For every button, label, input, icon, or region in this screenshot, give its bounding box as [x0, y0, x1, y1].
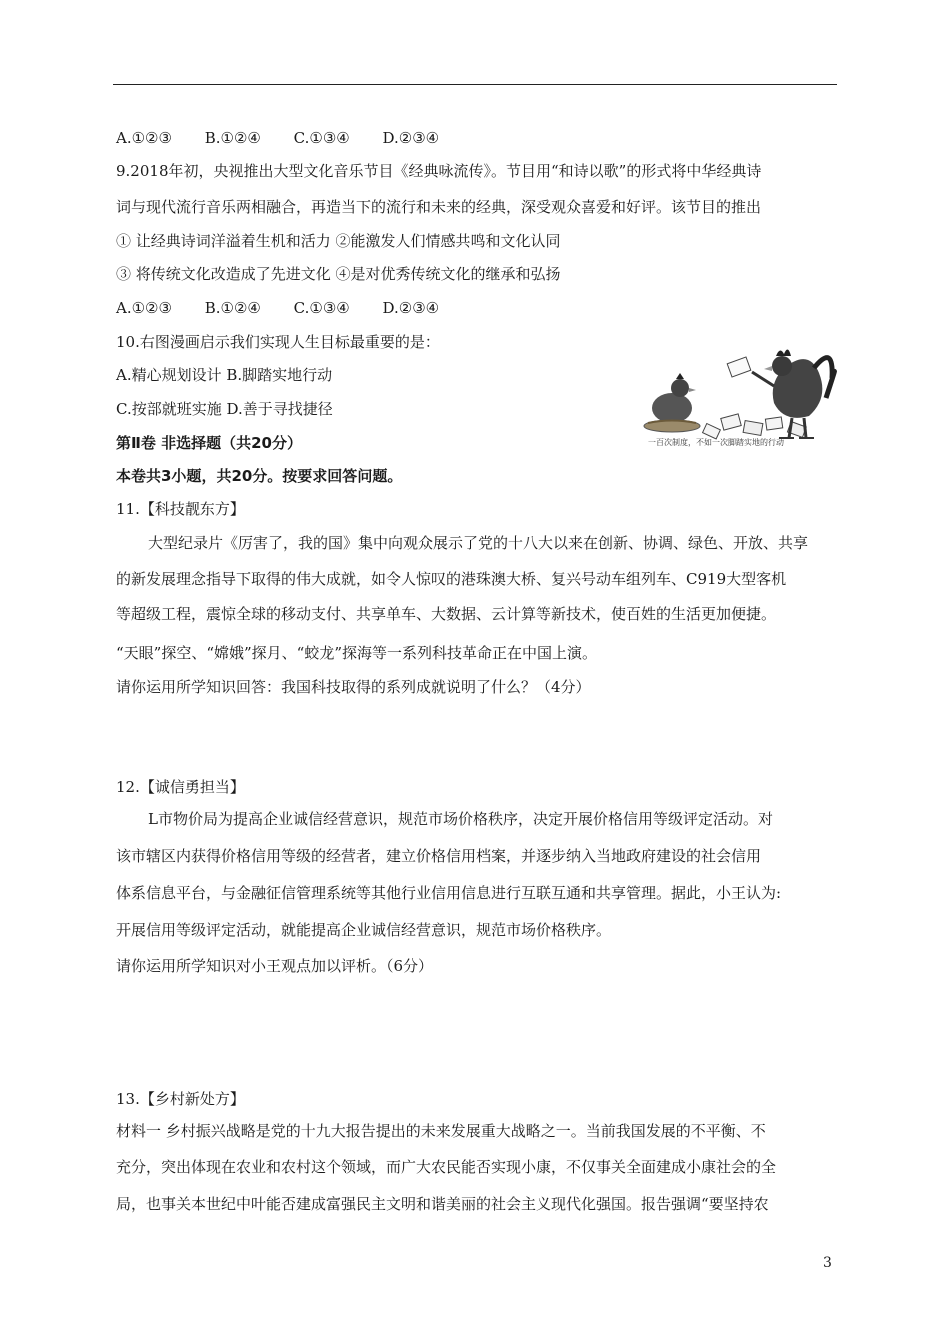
- cartoon-caption: 一百次制度，不如一次脚踏实地的行动: [648, 438, 784, 447]
- q11-paragraph-line3: 等超级工程，震惊全球的移动支付、共享单车、大数据、云计算等新技术，使百姓的生活更加便捷。: [116, 605, 777, 623]
- q8-option-a: A.①②③: [116, 129, 172, 147]
- section-instruction: 本卷共3小题，共20分。按要求回答问题。: [116, 467, 403, 485]
- q12-paragraph-line3: 体系信息平台，与金融征信管理系统等其他行业信用信息进行互联互通和共享管理。据此，小王认为:: [116, 884, 782, 902]
- q10-stem: 10.右图漫画启示我们实现人生目标最重要的是：: [116, 333, 440, 351]
- q11-title: 11.【科技靓东方】: [116, 500, 245, 518]
- q12-question: 请你运用所学知识对小王观点加以评析。（6分）: [116, 957, 434, 975]
- q9-stem-line1: 9.2018年初，央视推出大型文化音乐节目《经典咏流传》。节目用“和诗以歌”的形式将中华经典诗: [116, 162, 762, 180]
- q8-options: [116, 127, 467, 149]
- q8-option-c: C.①③④: [293, 129, 350, 147]
- q8-option-d: D.②③④: [382, 129, 440, 147]
- q9-stem-line2: 词与现代流行音乐两相融合，再造当下的流行和未来的经典，深受观众喜爱和好评。该节目的推出: [116, 198, 762, 216]
- q9-statement-3-4: ③ 将传统文化改造成了先进文化 ④是对优秀传统文化的继承和弘扬: [116, 265, 561, 283]
- q11-paragraph-line4: “天眼”探空、“嫦娥”探月、“蛟龙”探海等一系列科技革命正在中国上演。: [116, 644, 598, 662]
- q11-paragraph-line1: 大型纪录片《厉害了，我的国》集中向观众展示了党的十八大以来在创新、协调、绿色、开放、共享: [148, 534, 809, 552]
- q9-option-b: B.①②④: [204, 299, 261, 317]
- header-rule: [113, 84, 837, 85]
- q10-options-cd: C.按部就班实施 D.善于寻找捷径: [116, 400, 333, 418]
- q12-paragraph-line4: 开展信用等级评定活动，就能提高企业诚信经营意识，规范市场价格秩序。: [116, 921, 612, 939]
- q10-options-ab: A.精心规划设计 B.脚踏实地行动: [116, 366, 333, 384]
- q9-statement-1-2: ① 让经典诗词洋溢着生机和活力 ②能激发人们情感共鸣和文化认同: [116, 232, 561, 250]
- q9-option-d: D.②③④: [382, 299, 440, 317]
- q11-question: 请你运用所学知识回答：我国科技取得的系列成就说明了什么？（4分）: [116, 678, 591, 696]
- page-number: 3: [823, 1255, 832, 1271]
- q9-options: [116, 297, 467, 319]
- q13-material1-line1: 材料一 乡村振兴战略是党的十九大报告提出的未来发展重大战略之一。当前我国发展的不平衡、不: [116, 1122, 766, 1140]
- q13-material1-line2: 充分，突出体现在农业和农村这个领域，而广大农民能否实现小康，不仅事关全面建成小康社会的全: [116, 1158, 777, 1176]
- q12-title: 12.【诚信勇担当】: [116, 778, 245, 796]
- q8-option-b: B.①②④: [204, 129, 261, 147]
- q13-title: 13.【乡村新处方】: [116, 1090, 245, 1108]
- q9-option-c: C.①③④: [293, 299, 350, 317]
- q13-material1-line3: 局，也事关本世纪中叶能否建成富强民主文明和谐美丽的社会主义现代化强国。报告强调“要坚持农: [116, 1195, 769, 1213]
- section-title: 第Ⅱ卷 非选择题（共20分）: [116, 434, 302, 452]
- q12-paragraph-line1: L市物价局为提高企业诚信经营意识，规范市场价格秩序，决定开展价格信用等级评定活动。对: [148, 810, 773, 828]
- q12-paragraph-line2: 该市辖区内获得价格信用等级的经营者，建立价格信用档案，并逐步纳入当地政府建设的社会信用: [116, 847, 762, 865]
- q9-option-a: A.①②③: [116, 299, 172, 317]
- q11-paragraph-line2: 的新发展理念指导下取得的伟大成就，如令人惊叹的港珠澳大桥、复兴号动车组列车、C919大型客机: [116, 570, 787, 588]
